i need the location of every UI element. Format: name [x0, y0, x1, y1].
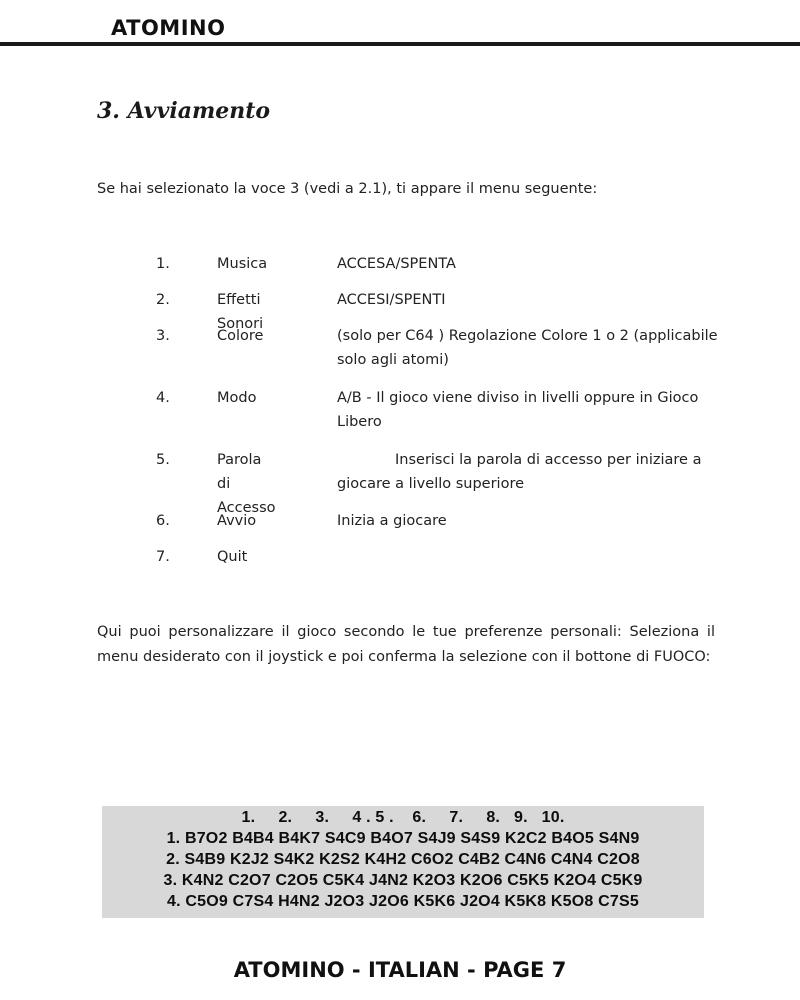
menu-item-number: 5.: [156, 452, 170, 468]
code-table-header: 1. 2. 3. 4 . 5 . 6. 7. 8. 9. 10.: [241, 809, 565, 826]
menu-item-number: 6.: [156, 513, 170, 529]
menu-item-number: 3.: [156, 328, 170, 344]
code-table-row: 4. C5O9 C7S4 H4N2 J2O3 J2O6 K5K6 J2O4 K5K8 K5O8 C7S5: [167, 893, 639, 910]
code-table-row: 1. B7O2 B4B4 B4K7 S4C9 B4O7 S4J9 S4S9 K2C2 B4O5 S4N9: [166, 830, 640, 847]
intro-paragraph: Se hai selezionato la voce 3 (vedi a 2.1), ti appare il menu seguente:: [97, 181, 598, 197]
password-code-table: [102, 806, 704, 918]
menu-item-number: 2.: [156, 292, 170, 308]
menu-item-label: Colore: [217, 328, 264, 344]
section-title: 3. Avviamento: [97, 98, 271, 124]
menu-item-number: 1.: [156, 256, 170, 272]
menu-item-number: 7.: [156, 549, 170, 565]
page-header-title: ATOMINO: [111, 16, 226, 40]
menu-item-label: Avvio: [217, 513, 257, 529]
menu-item-number: 4.: [156, 390, 170, 406]
menu-item-description: Inizia a giocare: [337, 513, 447, 529]
page-footer: ATOMINO - ITALIAN - PAGE 7: [233, 958, 567, 982]
code-table-row: 2. S4B9 K2J2 S4K2 K2S2 K4H2 C6O2 C4B2 C4N6 C4N4 C2O8: [166, 851, 640, 868]
menu-item-description: A/B - Il gioco viene diviso in livelli oppure in Gioco Libero: [337, 390, 699, 430]
menu-item-description: ACCESI/SPENTI: [337, 292, 446, 308]
menu-item-description: Inserisci la parola di accesso per iniziare a giocare a livello superiore: [337, 452, 702, 492]
outro-paragraph: Qui puoi personalizzare il gioco secondo le tue preferenze personali: Seleziona il menu desiderato con il joystick e poi conferma la selezione con il bottone di FUOCO:: [97, 624, 715, 665]
menu-item-label: Quit: [217, 549, 248, 565]
menu-item-label: Parola di Accesso: [217, 452, 276, 516]
menu-item-label: Musica: [217, 256, 268, 272]
menu-item-description: (solo per C64 ) Regolazione Colore 1 o 2 (applicabile solo agli atomi): [337, 328, 718, 368]
menu-item-label: Modo: [217, 390, 257, 406]
menu-item-description: ACCESA/SPENTA: [337, 256, 456, 272]
code-table-row: 3. K4N2 C2O7 C2O5 C5K4 J4N2 K2O3 K2O6 C5K5 K2O4 C5K9: [163, 872, 643, 889]
menu-item-label: Effetti Sonori: [217, 292, 264, 332]
header-rule: [0, 42, 800, 46]
